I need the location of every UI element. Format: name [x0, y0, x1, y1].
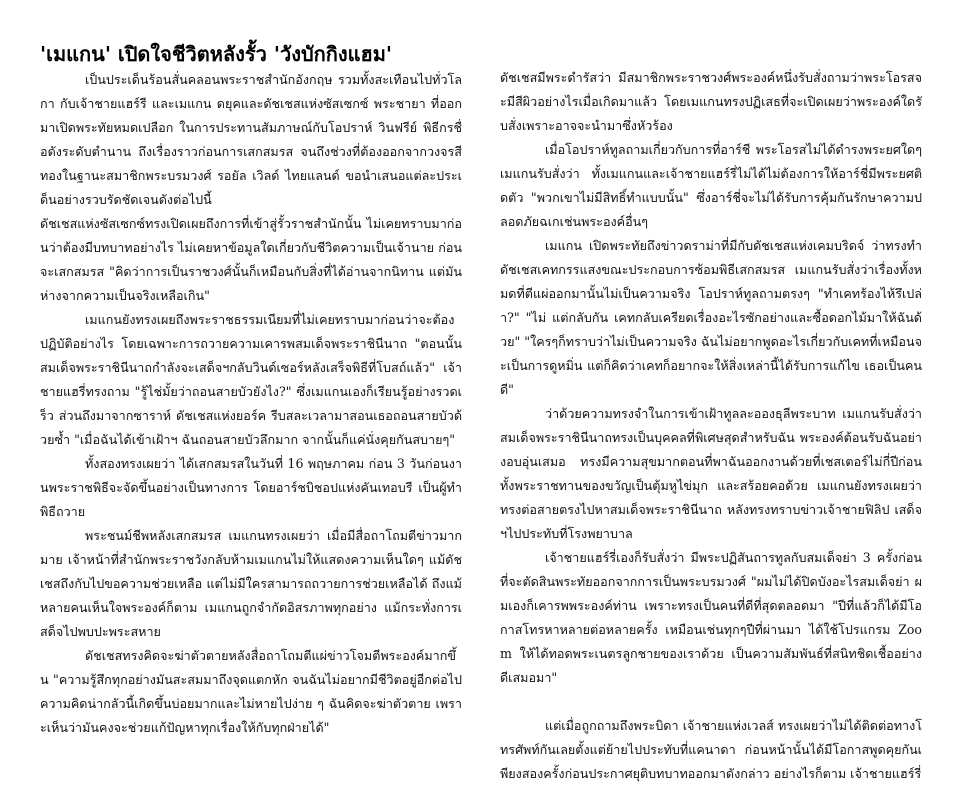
paragraph: เจ้าชายแฮร์รี่เองก็รับสั่งว่า มีพระปฏิสันถารทูลกับสมเด็จย่า 3 ครั้งก่อนที่จะตัดสินพระทัยออกจากการเป็นพระบรมวงศ์ "ผมไม่ได้ปิดบังอะไรสมเด็จย่า ผมเองก็เคารพพระองค์ท่าน เพราะทรงเป็นคนที่ดีที่สุดตลอดมา "ปีที่แล้วก็ได้มีโอกาสโทรหาหลายต่อหลายครั้ง เหมือนเช่นทุกๆปีที่ผ่านมา ได้ใช้โปรแกรม Zoom ให้ได้ทอดพระเนตรลูกชายของเราด้วย เป็นความสัมพันธ์ที่สนิทชิดเชื้ออย่างดีเสมอมา": [500, 550, 922, 685]
paragraph: พระชนม์ชีพหลังเสกสมรส เมแกนทรงเผยว่า เมื่อมีสื่อถาโถมตีข่าวมากมาย เจ้าหน้าที่สำนักพระราชวังกลับห้ามเมแกนไม่ให้แสดงความเห็นใดๆ แม้ดัชเชสถึงกับไปขอความช่วยเหลือ แต่ไม่มีใครสามารถถวายการช่วยเหลือได้ ถึงแม้หลายคนเห็นใจพระองค์ก็ตาม เมแกนถูกจำกัดอิสรภาพทุกอย่าง แม้กระทั่งการเสด็จไปพบปะพระสหาย: [40, 528, 462, 639]
paragraph: เมื่อโอปราห์ทูลถามเกี่ยวกับการที่อาร์ชี พระโอรสไม่ได้ดำรงพระยศใดๆ เมแกนรับสั่งว่า ทั้งเมแกนและเจ้าชายแฮร์รี่ไม่ได้ไม่ต้องการให้อาร์ชี่มีพระยศติดตัว "พวกเขาไม่มีสิทธิ์ทำแบบนั้น" ซึ่งอาร์ชี่จะไม่ได้รับการคุ้มกันรักษาความปลอดภัยฉเกเช่นพระองค์อื่นๆ: [500, 142, 922, 229]
left-column: [40, 68, 462, 740]
paragraph: ดัชเชสทรงคิดจะฆ่าตัวตายหลังสื่อถาโถมตีแผ่ข่าวโจมตีพระองค์มากขึ้น "ความรู้สึกทุกอย่างมันสะสมมาถึงจุดแตกหัก จนฉันไม่อยากมีชีวิตอยู่อีกต่อไป ความคิดน่ากลัวนี้เกิดขึ้นบ่อยมากและไม่หายไปง่าย ๆ ฉันคิดจะฆ่าตัวตาย เพราะเห็นว่ามันคงจะช่วยแก้ปัญหาทุกเรื่องให้กับทุกฝ่ายได้": [40, 648, 462, 735]
paragraph: เมแกน เปิดพระทัยถึงข่าวดราม่าที่มีกับดัชเชสแห่งเคมบริดจ์ ว่าทรงทำดัชเชสเคทกรรแสงขณะประกอบการซ้อมพิธีเสกสมรส เมแกนรับสั่งว่าเรื่องทั้งหมดที่ตีแผ่ออกมานั้นไม่เป็นความจริง โอปราห์ทูลถามตรงๆ "ทำเคทร้องไห้รึเปล่า?" "ไม่ แต่กลับกัน เคทกลับเครียดเรื่องอะไรซักอย่างและซื้อดอกไม้มาให้ฉันด้วย" "ใครๆก็ทราบว่าไม่เป็นความจริง ฉันไม่อยากพูดอะไรเกี่ยวกับเคทที่เหมือนจะเป็นการดูหมิ่น แต่ก็คิดว่าเคทก็อยากจะให้สิ่งเหล่านี้ได้รับการแก้ไข เธอเป็นคนดี": [500, 238, 922, 397]
paragraph: เป็นประเด็นร้อนสั่นคลอนพระราชสำนักอังกฤษ รวมทั้งสะเทือนไปทั่วโลกา กับเจ้าชายแฮร์รี และเมแกน ดยุคและดัชเชสแห่งซัสเซกซ์ พระชายา ที่ออกมาเปิดพระทัยหมดเปลือก ในการประทานสัมภาษณ์กับโอปราห์ วินฟรีย์ พิธีกรชื่อดังระดับตำนาน ถึงเรื่องราวก่อนการเสกสมรส จนถึงช่วงที่ต้องออกจากวงจรสีทองในฐานะสมาชิกพระบรมวงศ์ รอยัล เวิลด์ ไทยแลนด์ ขอนำเสนอแต่ละประเด็นอย่างรวบรัดชัดเจนดังต่อไปนี้: [40, 72, 462, 207]
article-title: 'เมแกน' เปิดใจชีวิตหลังรั้ว 'วังบักกิงแฮม': [40, 42, 393, 66]
paragraph: ว่าด้วยความทรงจำในการเข้าเฝ้าทูลละอองธุลีพระบาท เมแกนรับสั่งว่าสมเด็จพระราชินีนาถทรงเป็นบุคคลที่พิเศษสุดสำหรับฉัน พระองค์ต้อนรับฉันอย่างอบอุ่นเสมอ ทรงมีความสุขมากตอนที่พาฉันออกงานด้วยที่เชสเตอร์ไม่กี่ปีก่อน ทั้งพระราชทานของขวัญเป็นตุ้มหูไข่มุก และสร้อยคอด้วย เมแกนยังทรงเผยว่า ทรงต่อสายตรงไปหาสมเด็จพระราชินีนาถ หลังทรงทราบข่าวเจ้าชายฟิลิป เสด็จฯไปประทับที่โรงพยาบาล: [500, 406, 922, 541]
paragraph: ทั้งสองทรงเผยว่า ได้เสกสมรสในวันที่ 16 พฤษภาคม ก่อน 3 วันก่อนงานพระราชพิธีจะจัดขึ้นอย่างเป็นทางการ โดยอาร์ชบิชอปแห่งคันเทอบรี เป็นผู้ทำพิธีถวาย: [40, 456, 462, 519]
paragraph: แต่เมื่อถูกถามถึงพระบิดา เจ้าชายแห่งเวลส์ ทรงเผยว่าไม่ได้ติดต่อทางโทรศัพท์กันเลยตั้งแต่ย้ายไปประทับที่แคนาดา ก่อนหน้านั้นได้มีโอกาสพูดคุยกันเพียงสองครั้งก่อนประกาศยุติบทบาทออกมาดังกล่าว อย่างไรก็ตาม เจ้าชายแฮร์รี่: [500, 718, 922, 781]
paragraph: ดัชเชสแห่งซัสเซกซ์ทรงเปิดเผยถึงการที่เข้าสู่รั้วราชสำนักนั้น ไม่เคยทราบมาก่อนว่าต้องมีบทบาทอย่างไร ไม่เคยหาข้อมูลใดเกี่ยวกับชีวิตความเป็นเจ้านาย ก่อนจะเสกสมรส "คิดว่าการเป็นราชวงศ์นั้นก็เหมือนกับสิ่งที่ได้อ่านจากนิทาน แต่มันห่างจากความเป็นจริงเหลือเกิน": [40, 216, 462, 303]
paragraph: ดัชเชสมีพระดำรัสว่า มีสมาชิกพระราชวงศ์พระองค์หนึ่งรับสั่งถามว่าพระโอรสจะมีสีผิวอย่างไรเมื่อเกิดมาแล้ว โดยเมแกนทรงปฏิเสธที่จะเปิดเผยว่าพระองค์ใดรับสั่งเพราะอาจจะนำมาซึ่งหัวร้อง: [500, 70, 922, 133]
paragraph: เมแกนยังทรงเผยถึงพระราชธรรมเนียมที่ไม่เคยทราบมาก่อนว่าจะต้องปฏิบัติอย่างไร โดยเฉพาะการถวายความเคารพสมเด็จพระราชินีนาถ "ตอนนั้น สมเด็จพระราชินีนาถกำลังจะเสด็จฯกลับวินด์เซอร์หลังเสร็จพิธีที่โบสถ์แล้ว" เจ้าชายแฮรี่ทรงถาม "รู้ไช่มั้ยว่าถอนสายบัวยังไง?" ซึ่งเมแกนเองก็เรียนรู้อย่างรวดเร็ว ส่วนถึงมาจากซาราห์ ดัชเชสแห่งยอร์ค รีบสละเวลามาสอนเธอถอนสายบัวด้วยซ้ำ "เมื่อฉันได้เข้าเฝ้าฯ ฉันถอนสายบัวลึกมาก จากนั้นก็แค่นั่งคุยกันสบายๆ": [40, 312, 462, 447]
right-column: [500, 66, 922, 786]
